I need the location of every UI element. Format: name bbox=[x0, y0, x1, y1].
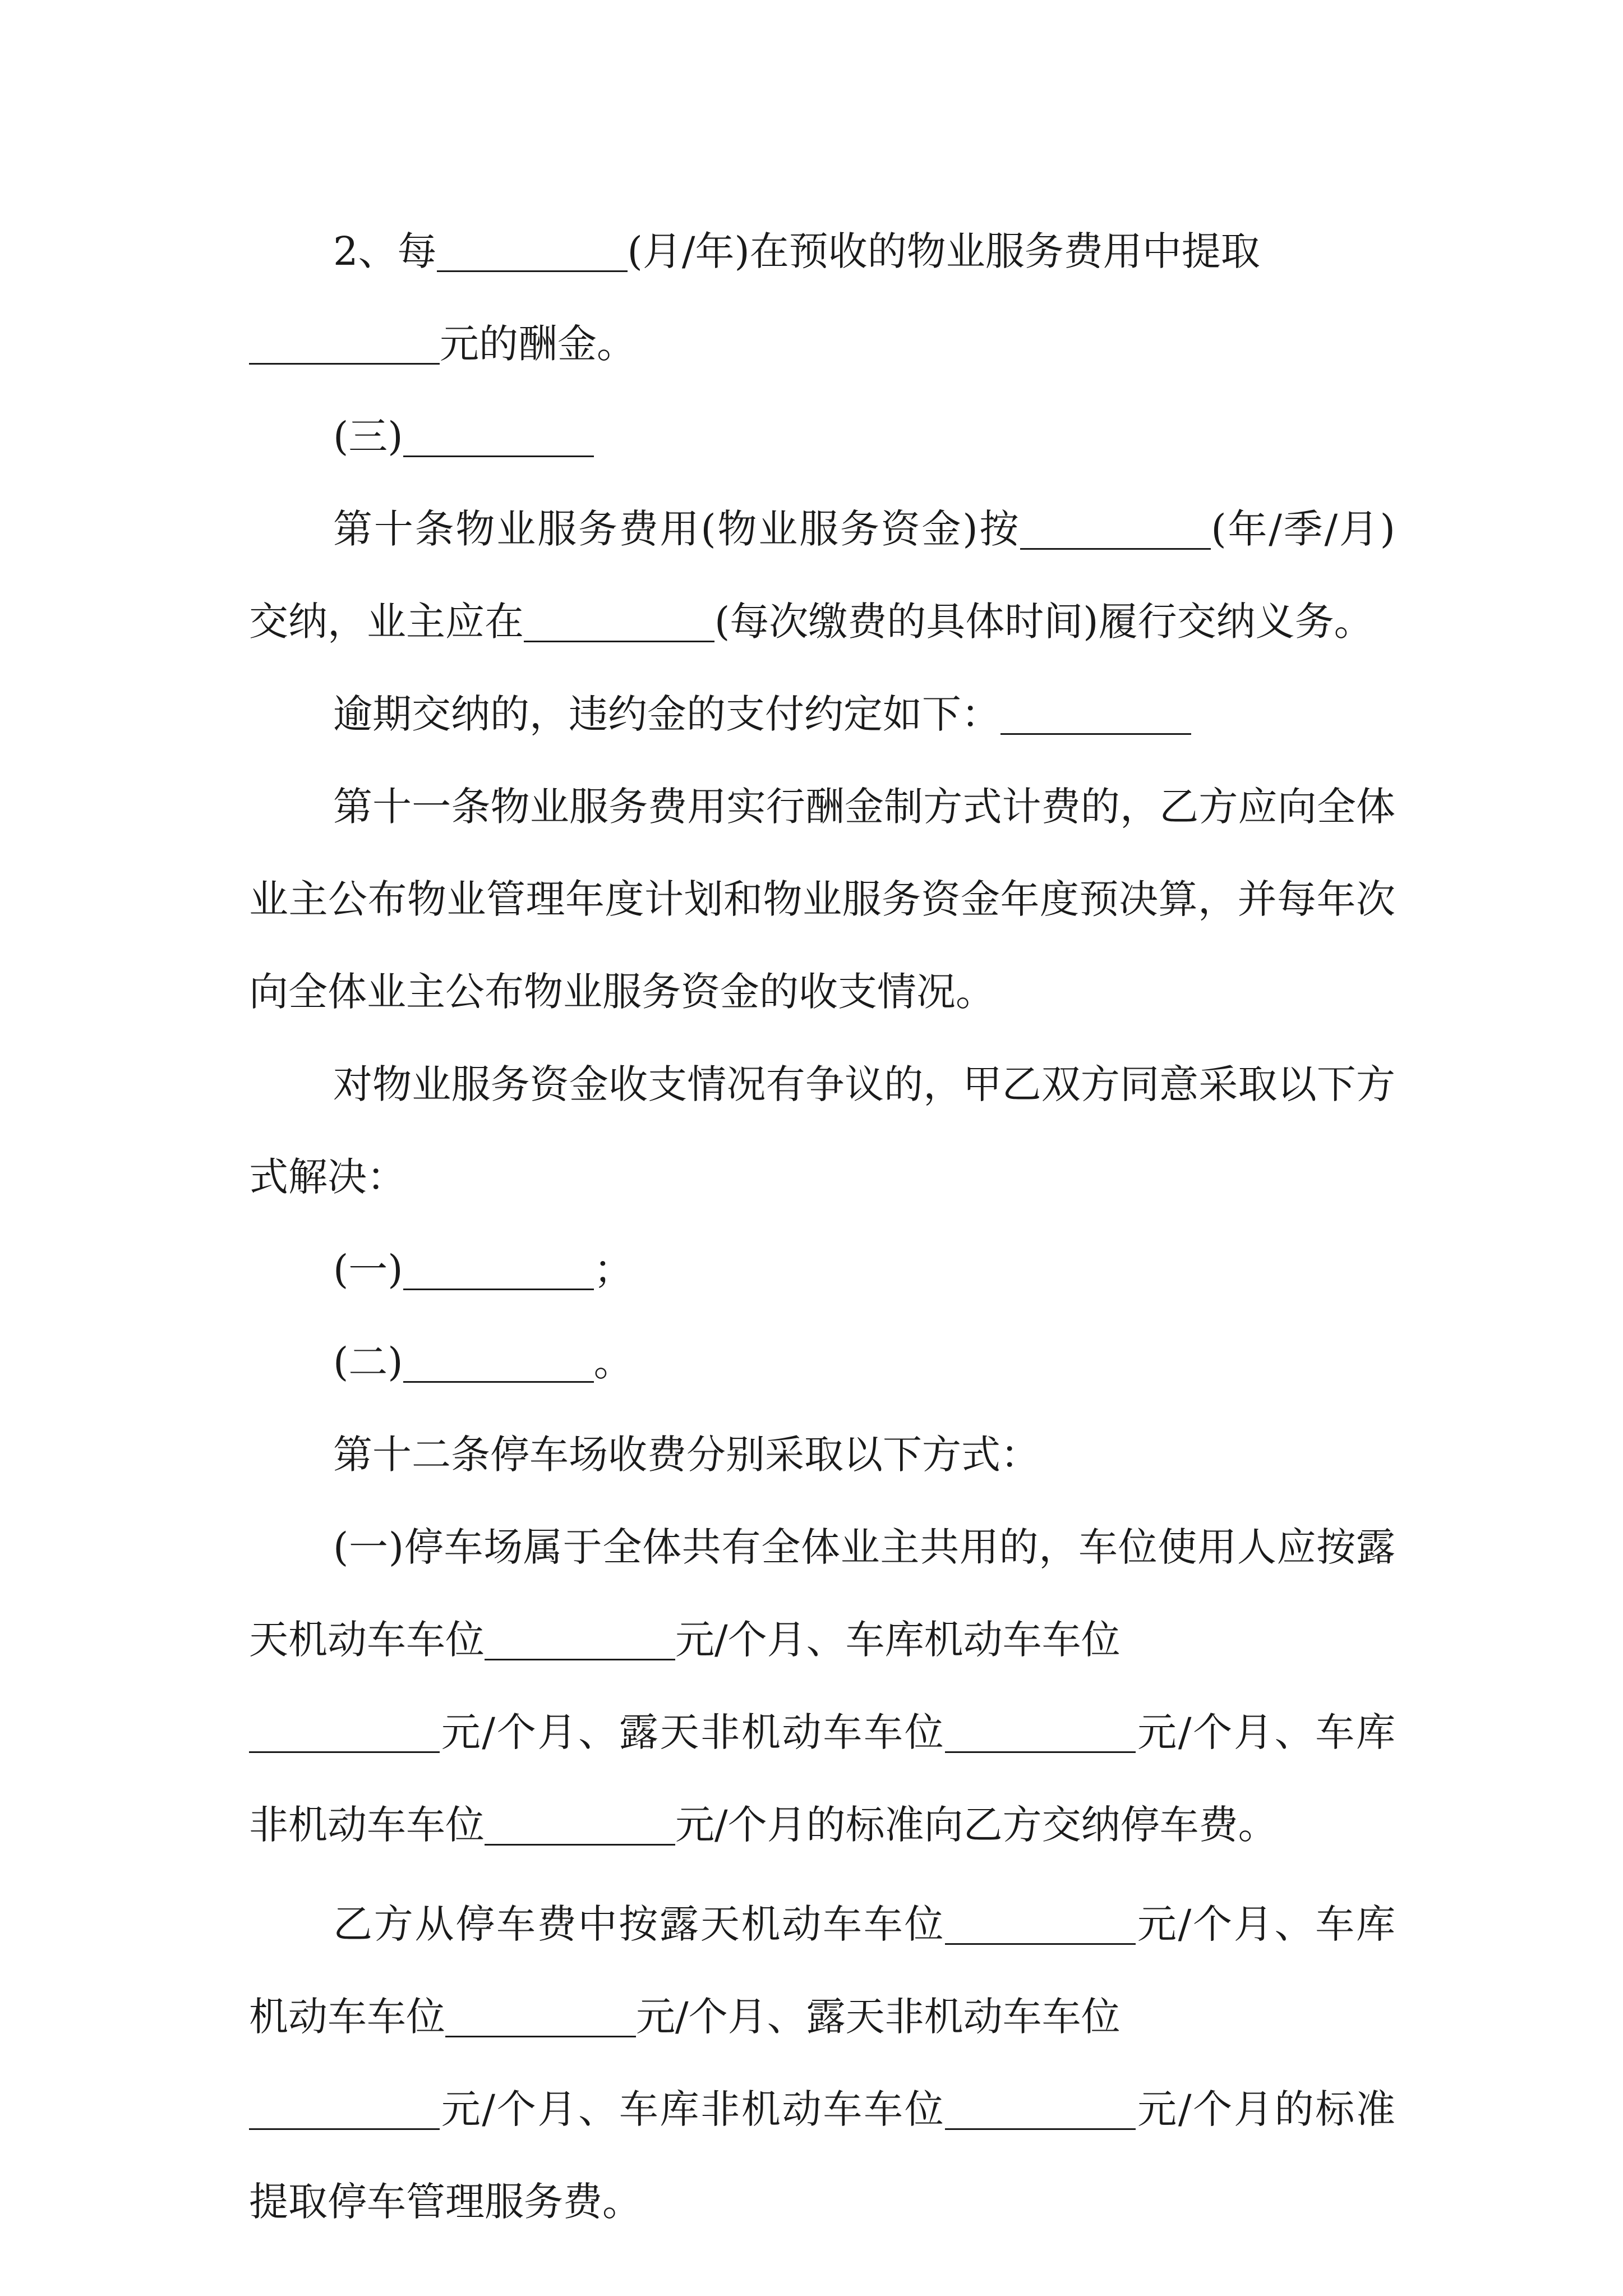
text: 元/个月的标准提取停车管理服务费。 bbox=[249, 2086, 1395, 2225]
paragraph-article-10 bbox=[249, 483, 1395, 668]
text: 第十二条停车场收费分别采取以下方式： bbox=[333, 1432, 1040, 1478]
text: (二) bbox=[333, 1339, 403, 1385]
blank-field bbox=[945, 2089, 1136, 2130]
paragraph-option-one bbox=[249, 1223, 1395, 1316]
text: 元/个月、露天非机动车车位 bbox=[440, 1709, 946, 1755]
text: 元/个月、车库机动车车位 bbox=[249, 1901, 1395, 2040]
text: (年/季/月)交纳，业主应在 bbox=[249, 506, 1395, 645]
blank-field bbox=[249, 2089, 440, 2130]
text: 。 bbox=[593, 1339, 633, 1385]
blank-field bbox=[249, 324, 440, 365]
paragraph-parking-management-fee bbox=[249, 1878, 1395, 2248]
blank-field bbox=[403, 1342, 594, 1383]
paragraph-option-two bbox=[249, 1316, 1395, 1409]
text: (一) bbox=[333, 1246, 403, 1292]
blank-field bbox=[945, 1904, 1136, 1945]
blank-field bbox=[1000, 694, 1191, 735]
text: ； bbox=[593, 1246, 633, 1292]
paragraph-late-payment bbox=[249, 668, 1395, 761]
paragraph-remuneration-extraction bbox=[249, 205, 1395, 390]
blank-field bbox=[945, 1712, 1136, 1753]
paragraph-parking-fee-rates bbox=[249, 1501, 1395, 1871]
paragraph-dispute-resolution bbox=[249, 1038, 1395, 1223]
text: (一)停车场属于全体共有全体业主共用的，车位使用人应按露天机动车车位 bbox=[249, 1524, 1395, 1663]
text: 2、每 bbox=[333, 228, 437, 274]
text: 元的酬金。 bbox=[440, 321, 636, 367]
blank-field bbox=[445, 1996, 636, 2037]
text: 逾期交纳的，违约金的支付约定如下： bbox=[333, 691, 1000, 737]
text: 元/个月、车库非机动车车位 bbox=[249, 1709, 1395, 1848]
blank-field bbox=[437, 231, 628, 272]
text: (三) bbox=[333, 413, 403, 459]
paragraph-article-11 bbox=[249, 761, 1395, 1038]
text: 对物业服务资金收支情况有争议的，甲乙双方同意采取以下方式解决： bbox=[249, 1061, 1395, 1200]
text: 乙方从停车费中按露天机动车车位 bbox=[333, 1901, 946, 1947]
blank-field bbox=[524, 601, 714, 642]
blank-field bbox=[485, 1805, 675, 1846]
blank-field bbox=[249, 1712, 440, 1753]
text: 元/个月、车库机动车车位 bbox=[675, 1617, 1121, 1663]
blank-field bbox=[1020, 509, 1211, 550]
text: 元/个月的标准向乙方交纳停车费。 bbox=[675, 1802, 1278, 1848]
blank-field bbox=[403, 416, 594, 457]
paragraph-item-three bbox=[249, 390, 1395, 483]
text: 第十一条物业服务费用实行酬金制方式计费的，乙方应向全体业主公布物业管理年度计划和物业服务资金年度预决算，并每年次向全体业主公布物业服务资金的收支情况。 bbox=[249, 784, 1395, 1015]
blank-field bbox=[403, 1249, 594, 1290]
text: 元/个月、车库非机动车车位 bbox=[440, 2086, 946, 2132]
blank-field bbox=[485, 1619, 675, 1660]
text: (每次缴费的具体时间)履行交纳义务。 bbox=[714, 599, 1373, 645]
document-body bbox=[249, 205, 1395, 2248]
text: 第十条物业服务费用(物业服务资金)按 bbox=[333, 506, 1021, 552]
text: (月/年)在预收的物业服务费用中提取 bbox=[627, 228, 1260, 274]
text: 元/个月、露天非机动车车位 bbox=[636, 1994, 1121, 2040]
paragraph-article-12 bbox=[249, 1409, 1395, 1501]
